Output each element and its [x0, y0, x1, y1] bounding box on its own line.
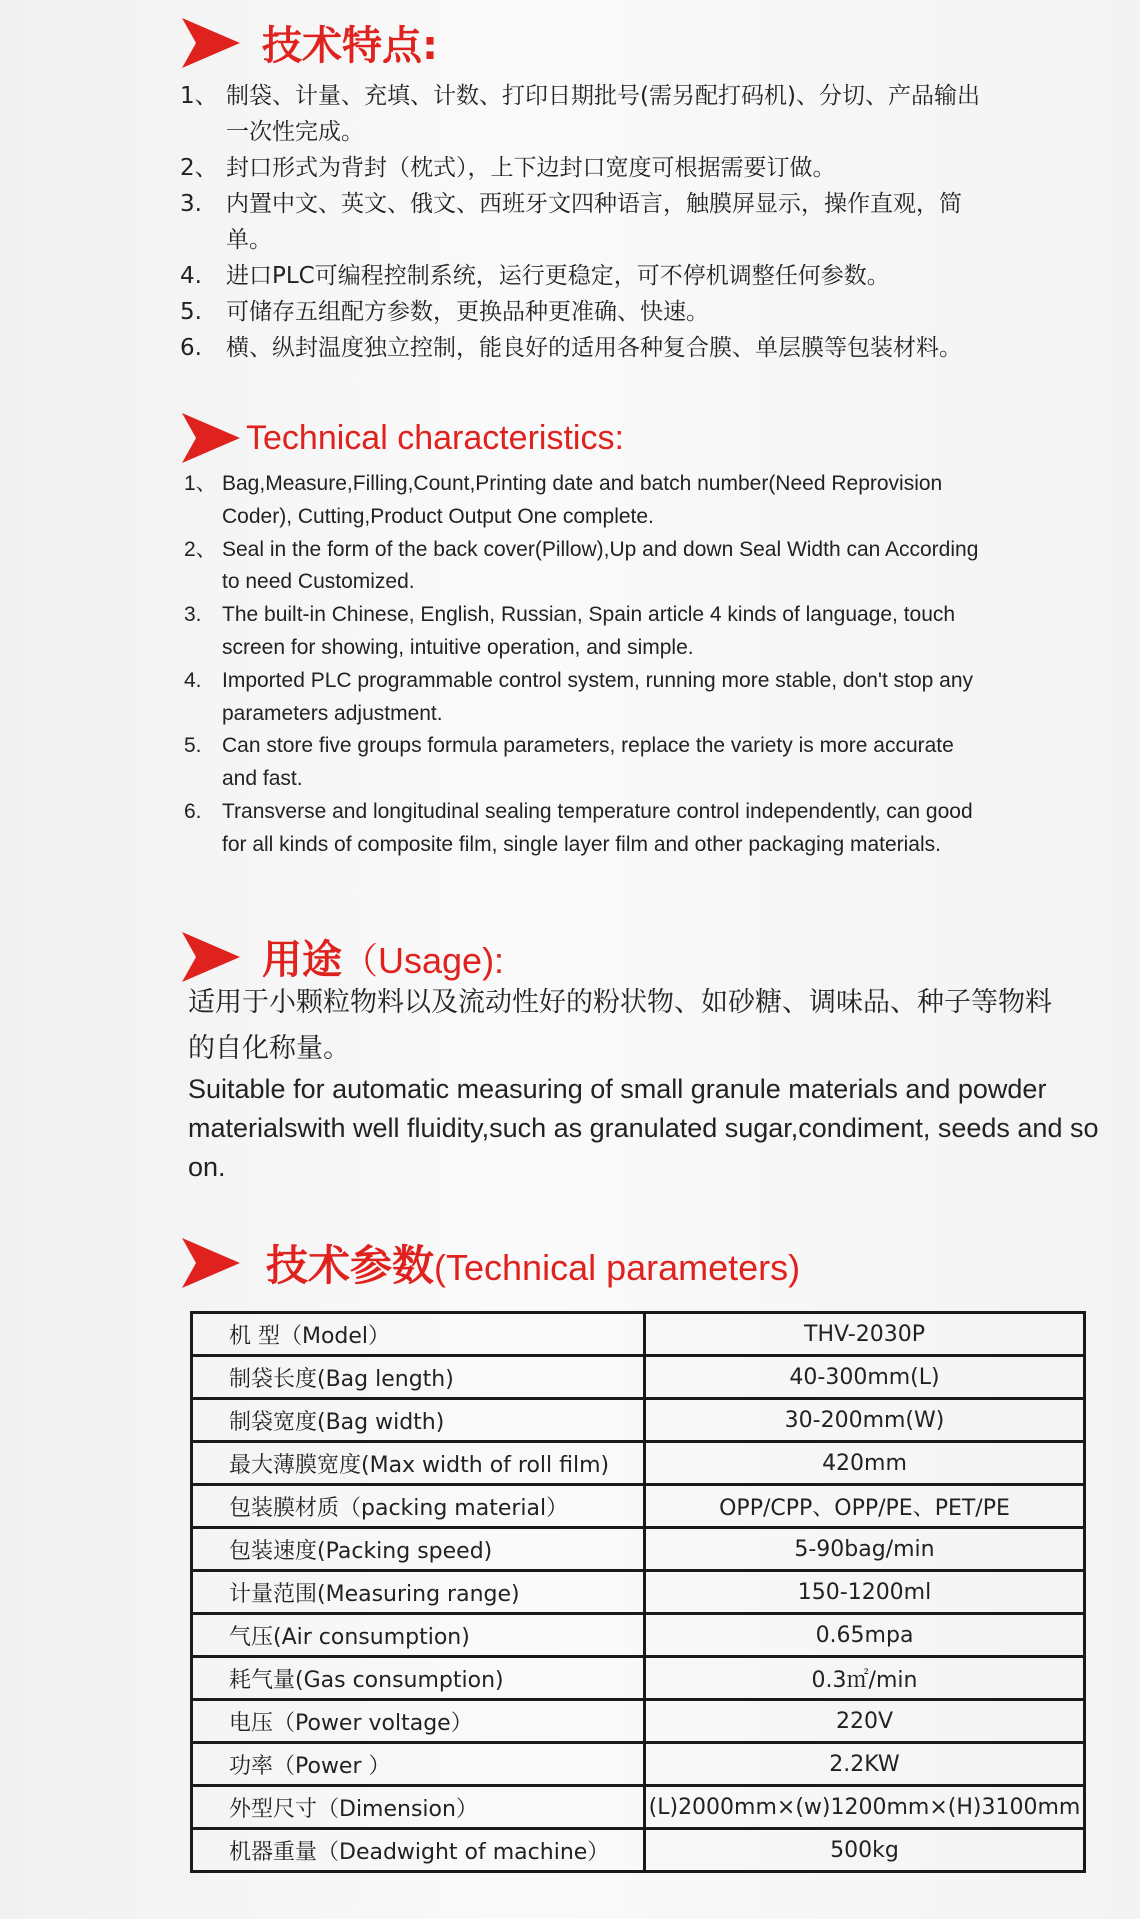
- usage-text-cn: 适用于小颗粒物料以及流动性好的粉状物、如砂糖、调味品、种子等物料的自化称量。: [188, 987, 1052, 1064]
- list-item: 2、 封口形式为背封（枕式），上下边封口宽度可根据需要订做。: [180, 155, 836, 181]
- table-row: [192, 1399, 1085, 1442]
- arrow-icon: [182, 18, 240, 68]
- param-value: THV-2030P: [645, 1313, 1085, 1356]
- table-row: [192, 1743, 1085, 1786]
- param-value: 30-200mm(W): [645, 1399, 1085, 1442]
- list-item-text: 内置中文、英文、俄文、西班牙文四种语言，触膜屏显示，操作直观，简单。: [226, 191, 962, 253]
- list-item-text: 制袋、计量、充填、计数、打印日期批号(需另配打码机)、分切、产品输出一次性完成。: [226, 83, 980, 145]
- param-key: 制袋长度(Bag length): [192, 1356, 645, 1399]
- param-value: 150-1200ml: [645, 1571, 1085, 1614]
- list-item-text: 可储存五组配方参数，更换品种更准确、快速。: [226, 299, 709, 325]
- list-item: 3. The built-in Chinese, English, Russian, Spain article 4 kinds of language, touch screen for showing, intuitive operation, and simple.: [184, 603, 956, 659]
- param-value: 420mm: [645, 1442, 1085, 1485]
- list-item: 5. 可储存五组配方参数，更换品种更准确、快速。: [180, 299, 709, 325]
- params-heading: [182, 1233, 800, 1293]
- param-key: 电压（Power voltage）: [192, 1700, 645, 1743]
- list-item-text: 横、纵封温度独立控制，能良好的适用各种复合膜、单层膜等包装材料。: [226, 335, 962, 361]
- table-row: [192, 1829, 1085, 1872]
- param-value: (L)2000mm×(w)1200mm×(H)3100mm: [645, 1786, 1085, 1829]
- param-key: 机 型（Model）: [192, 1313, 645, 1356]
- list-item-text: Imported PLC programmable control system, running more stable, don't stop any parameters adjustment.: [222, 668, 974, 725]
- table-row: [192, 1700, 1085, 1743]
- param-value: 500kg: [645, 1829, 1085, 1872]
- list-item: 5. Can store five groups formula parameters, replace the variety is more accurate and fast.: [184, 734, 954, 791]
- param-value: OPP/CPP、OPP/PE、PET/PE: [645, 1485, 1085, 1528]
- param-key: 计量范围(Measuring range): [192, 1571, 645, 1614]
- table-row: [192, 1485, 1085, 1528]
- param-key: 包装速度(Packing speed): [192, 1528, 645, 1571]
- features-cn-heading: [182, 14, 438, 71]
- param-value: 0.65mpa: [645, 1614, 1085, 1657]
- list-item-text: Bag,Measure,Filling,Count,Printing date and batch number(Need Reprovision Coder), Cutting,Product Output One complete.: [222, 472, 943, 528]
- list-item-text: Transverse and longitudinal sealing temperature control independently, can good for all kinds of composite film, single layer film and other packaging materials.: [222, 799, 973, 856]
- arrow-icon: [182, 932, 240, 982]
- list-item-text: Can store five groups formula parameters, replace the variety is more accurate and fast.: [222, 734, 954, 791]
- list-item: 1、 Bag,Measure,Filling,Count,Printing date and batch number(Need Reprovision Coder), Cutting,Product Output One complete.: [184, 472, 943, 528]
- table-row: [192, 1614, 1085, 1657]
- features-cn-title: 技术特点:: [262, 23, 438, 69]
- param-key: 耗气量(Gas consumption): [192, 1657, 645, 1700]
- list-item-text: 进口PLC可编程控制系统，运行更稳定，可不停机调整任何参数。: [226, 263, 890, 289]
- list-item-text: Seal in the form of the back cover(Pillow),Up and down Seal Width can According to need Customized.: [222, 537, 979, 594]
- param-key: 功率（Power ）: [192, 1743, 645, 1786]
- usage-title: 用途（Usage):: [262, 937, 505, 983]
- list-item: 4. Imported PLC programmable control system, running more stable, don't stop any parameters adjustment.: [184, 668, 974, 725]
- table-row: [192, 1528, 1085, 1571]
- table-row: [192, 1442, 1085, 1485]
- features-en-title: Technical characteristics:: [246, 418, 624, 457]
- table-row: [192, 1356, 1085, 1399]
- param-value: 40-300mm(L): [645, 1356, 1085, 1399]
- list-item: 1、 制袋、计量、充填、计数、打印日期批号(需另配打码机)、分切、产品输出一次性完成。: [180, 83, 980, 145]
- list-item: 4. 进口PLC可编程控制系统，运行更稳定，可不停机调整任何参数。: [180, 263, 890, 289]
- param-key: 气压(Air consumption): [192, 1614, 645, 1657]
- arrow-icon: [182, 413, 240, 463]
- table-row: [192, 1786, 1085, 1829]
- param-key: 包装膜材质（packing material）: [192, 1485, 645, 1528]
- param-key: 外型尺寸（Dimension）: [192, 1786, 645, 1829]
- param-key: 机器重量（Deadwight of machine）: [192, 1829, 645, 1872]
- list-item-text: The built-in Chinese, English, Russian, Spain article 4 kinds of language, touch screen for showing, intuitive operation, and simple.: [222, 603, 956, 659]
- param-key: 最大薄膜宽度(Max width of roll film): [192, 1442, 645, 1485]
- params-title: 技术参数(Technical parameters): [266, 1241, 801, 1290]
- features-cn-list: [180, 78, 1000, 366]
- list-item: 6. 横、纵封温度独立控制，能良好的适用各种复合膜、单层膜等包装材料。: [180, 335, 962, 361]
- param-key: 制袋宽度(Bag width): [192, 1399, 645, 1442]
- usage-heading: [182, 928, 504, 985]
- param-value: 220V: [645, 1700, 1085, 1743]
- list-item: 3. 内置中文、英文、俄文、西班牙文四种语言，触膜屏显示，操作直观，简单。: [180, 191, 962, 253]
- list-item: 2、 Seal in the form of the back cover(Pillow),Up and down Seal Width can According to need Customized.: [184, 537, 979, 594]
- usage-text-en: Suitable for automatic measuring of small granule materials and powder materialswith well fluidity,such as granulated sugar,condiment, seeds and so on.: [188, 1074, 1099, 1182]
- table-row: [192, 1657, 1085, 1700]
- list-item-text: 封口形式为背封（枕式），上下边封口宽度可根据需要订做。: [226, 155, 836, 181]
- features-en-list: [184, 468, 984, 862]
- table-row: [192, 1571, 1085, 1614]
- list-item: 6. Transverse and longitudinal sealing temperature control independently, can good for all kinds of composite film, single layer film and other packaging materials.: [184, 799, 973, 856]
- param-value: 2.2KW: [645, 1743, 1085, 1786]
- features-en-heading: [182, 413, 624, 463]
- param-value: 5-90bag/min: [645, 1528, 1085, 1571]
- params-table: [190, 1311, 1086, 1873]
- table-row: [192, 1313, 1085, 1356]
- param-value: 0.3㎡/min: [645, 1657, 1085, 1700]
- arrow-icon: [182, 1238, 240, 1288]
